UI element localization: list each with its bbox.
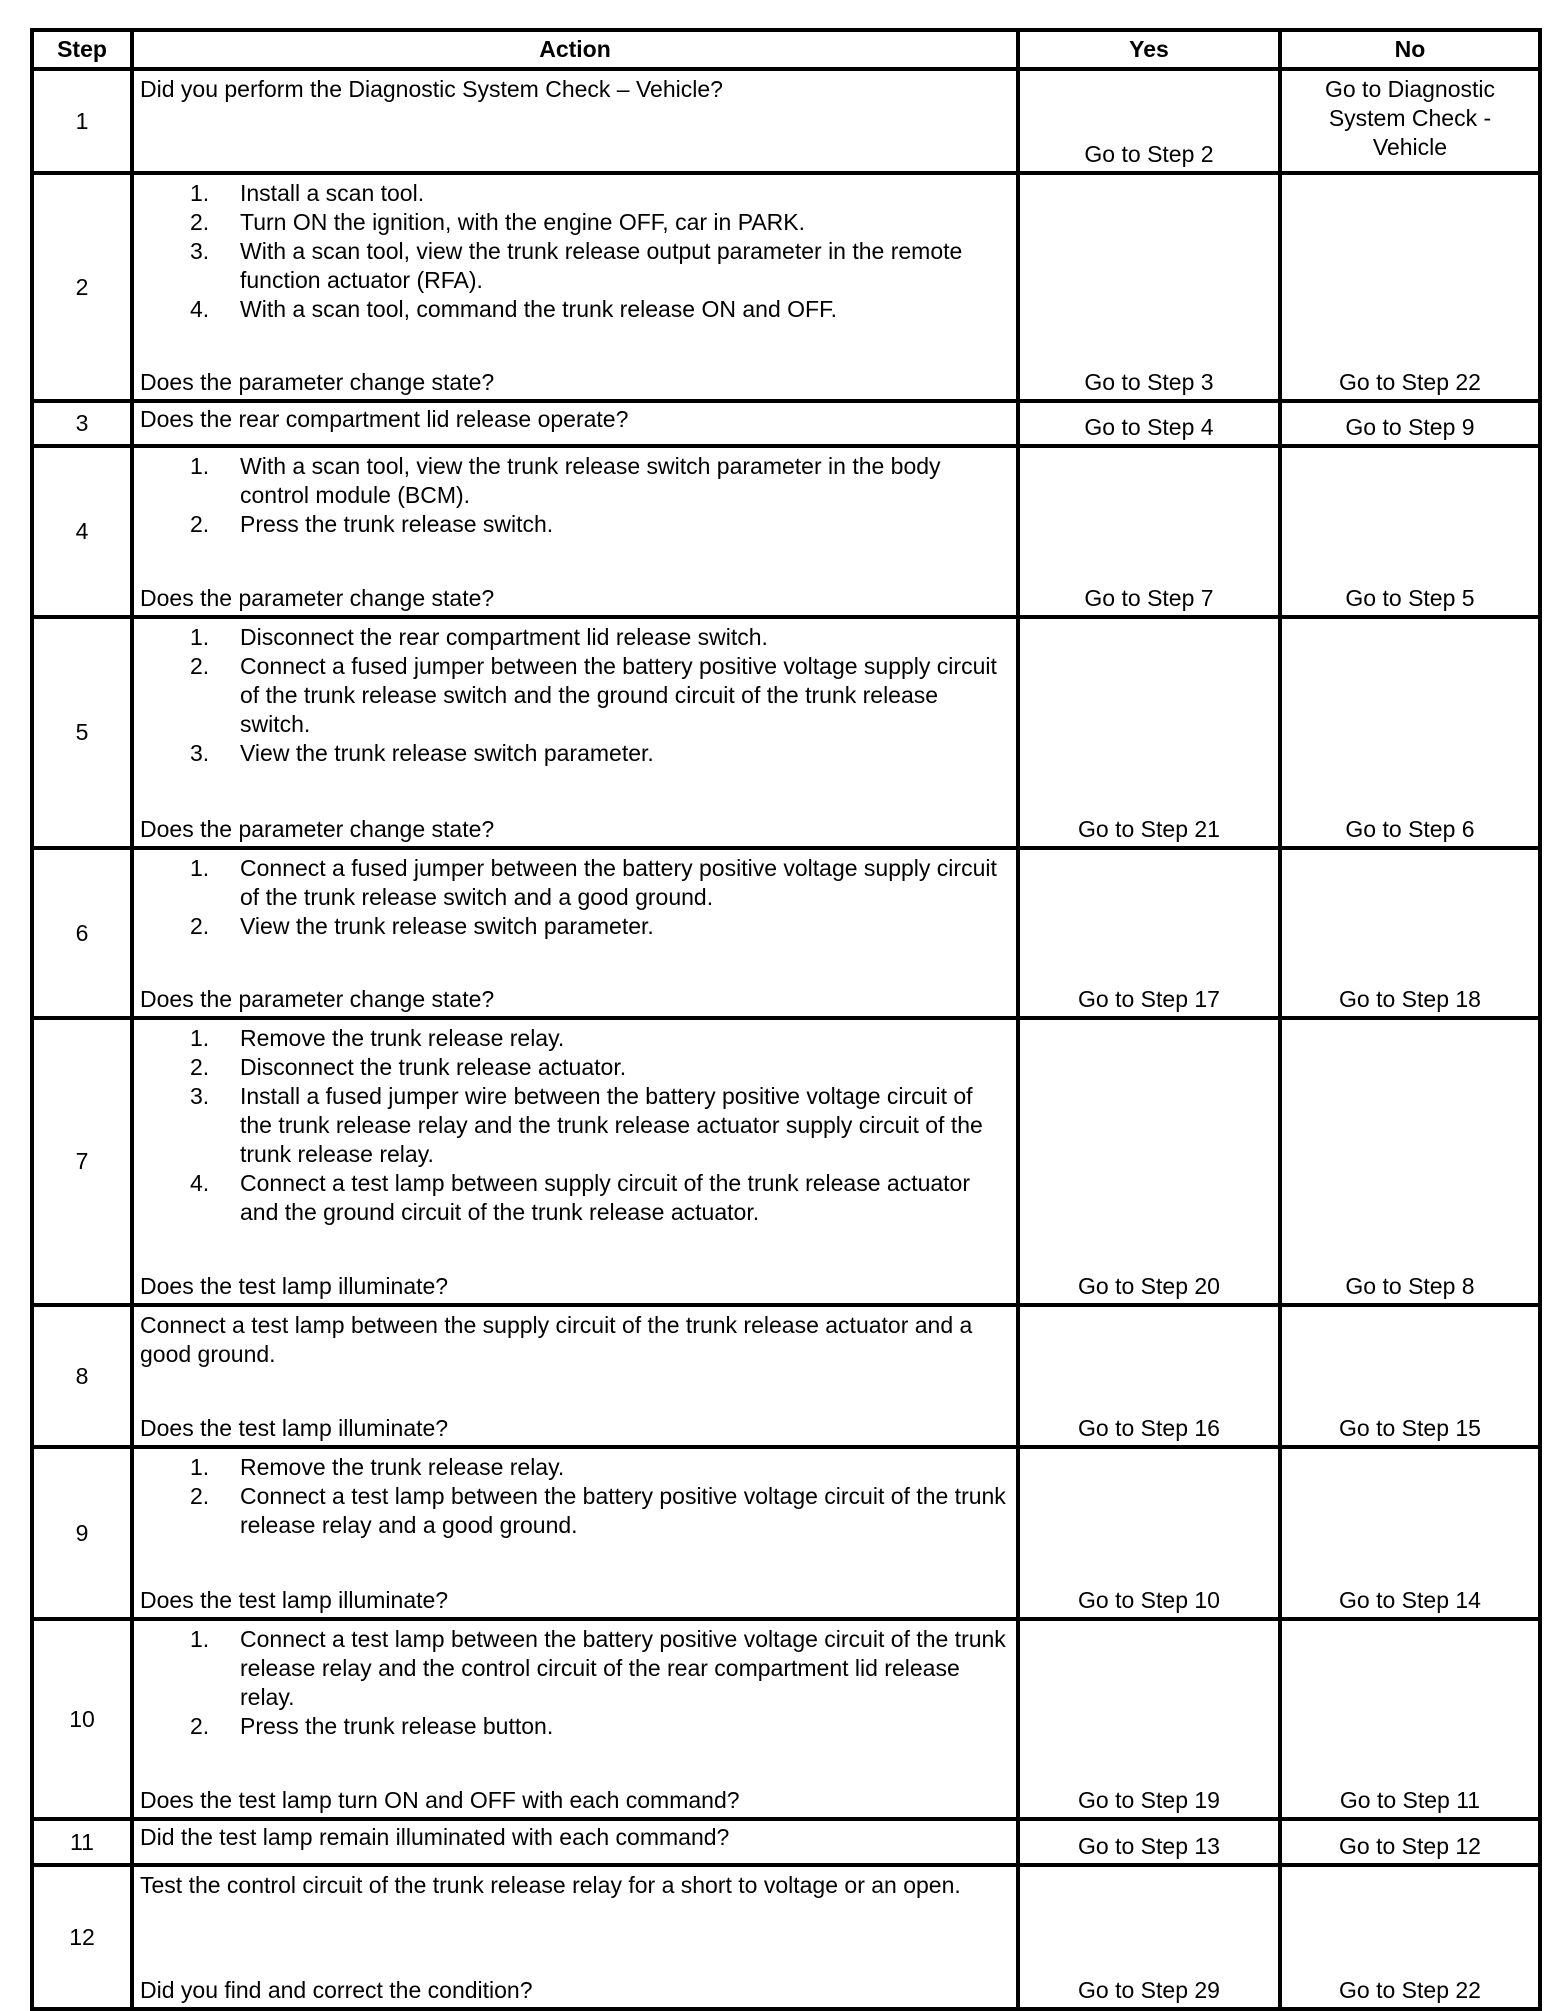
item-number: 1. [190,453,210,479]
item-number: 1. [190,1626,210,1652]
action-question: Does the test lamp illuminate? [140,1415,449,1441]
step-number: 12 [32,1865,132,2009]
yes-cell: Go to Step 16 [1018,1305,1280,1447]
item-number: 1. [190,855,210,881]
action-steps [140,1024,1010,1227]
action-question: Does the parameter change state? [140,986,495,1012]
item-text: With a scan tool, view the trunk release switch parameter in the body control module (BCM). [240,453,941,508]
action-cell [132,173,1018,401]
table-row [32,1619,1540,1819]
header-yes: Yes [1018,30,1280,69]
table-row [32,617,1540,848]
item-number: 2. [190,209,210,235]
item-number: 1. [190,624,210,650]
yes-cell: Go to Step 21 [1018,617,1280,848]
action-text: Connect a test lamp between the supply circuit of the trunk release actuator and a good ground. [140,1312,973,1367]
table-row [32,1305,1540,1447]
item-text: Connect a test lamp between the battery positive voltage circuit of the trunk release relay and a good ground. [240,1483,1006,1538]
table-row [32,848,1540,1018]
header-row [32,30,1540,69]
item-text: View the trunk release switch parameter. [240,913,654,939]
yes-cell: Go to Step 2 [1018,69,1280,173]
action-question: Does the parameter change state? [140,816,495,842]
action-cell [132,1865,1018,2009]
step-number: 10 [32,1619,132,1819]
header-no: No [1280,30,1540,69]
action-step-item [140,295,1010,324]
action-text: Did you perform the Diagnostic System Check – Vehicle? [140,76,723,102]
yes-cell: Go to Step 20 [1018,1018,1280,1305]
yes-cell: Go to Step 29 [1018,1865,1280,2009]
step-number: 5 [32,617,132,848]
action-step-item [140,854,1010,912]
action-cell [132,401,1018,446]
action-question: Does the parameter change state? [140,369,495,395]
item-number: 2. [190,653,210,679]
step-number: 8 [32,1305,132,1447]
action-steps [140,623,1010,768]
table-row [32,1447,1540,1619]
step-number: 9 [32,1447,132,1619]
action-text: Does the rear compartment lid release operate? [140,406,629,432]
step-number: 7 [32,1018,132,1305]
action-cell [132,1018,1018,1305]
no-cell: Go to Step 14 [1280,1447,1540,1619]
yes-cell: Go to Step 10 [1018,1447,1280,1619]
no-cell: Go to Step 9 [1280,401,1540,446]
action-cell [132,617,1018,848]
action-steps [140,179,1010,324]
item-text: View the trunk release switch parameter. [240,740,654,766]
action-question: Does the test lamp illuminate? [140,1273,449,1299]
no-cell: Go to Step 6 [1280,617,1540,848]
action-question: Does the parameter change state? [140,585,495,611]
no-cell: Go to Step 22 [1280,1865,1540,2009]
action-steps [140,1453,1010,1540]
item-text: Disconnect the trunk release actuator. [240,1054,627,1080]
yes-cell: Go to Step 13 [1018,1819,1280,1865]
action-question: Does the test lamp turn ON and OFF with each command? [140,1787,740,1813]
step-number: 2 [32,173,132,401]
no-cell: Go to Step 12 [1280,1819,1540,1865]
item-text: With a scan tool, command the trunk release ON and OFF. [240,296,837,322]
action-step-item [140,1053,1010,1082]
action-step-item [140,623,1010,652]
action-steps [140,854,1010,941]
item-text: Connect a test lamp between the battery positive voltage circuit of the trunk release relay and the control circuit of the rear compartment lid release relay. [240,1626,1006,1710]
table-row [32,446,1540,617]
no-cell: Go to Step 8 [1280,1018,1540,1305]
action-step-item [140,1169,1010,1227]
item-text: Install a scan tool. [240,180,425,206]
action-cell [132,1305,1018,1447]
item-text: With a scan tool, view the trunk release output parameter in the remote function actuator (RFA). [240,238,963,293]
diagnostic-table [30,28,1542,2011]
item-number: 3. [190,1083,210,1109]
no-cell: Go to Step 5 [1280,446,1540,617]
action-cell [132,848,1018,1018]
yes-cell: Go to Step 19 [1018,1619,1280,1819]
step-number: 3 [32,401,132,446]
yes-cell: Go to Step 7 [1018,446,1280,617]
item-text: Turn ON the ignition, with the engine OFF, car in PARK. [240,209,806,235]
action-cell [132,446,1018,617]
action-steps [140,452,1010,539]
action-step-item [140,1082,1010,1169]
item-number: 1. [190,1454,210,1480]
no-cell: Go to Step 18 [1280,848,1540,1018]
action-step-item [140,1482,1010,1540]
action-steps [140,1625,1010,1741]
action-cell [132,69,1018,173]
item-number: 3. [190,238,210,264]
item-text: Connect a fused jumper between the battery positive voltage supply circuit of the trunk release switch and a good ground. [240,855,997,910]
item-number: 1. [190,180,210,206]
yes-cell: Go to Step 17 [1018,848,1280,1018]
action-step-item [140,179,1010,208]
no-cell: Go to Step 15 [1280,1305,1540,1447]
step-number: 4 [32,446,132,617]
item-text: Connect a test lamp between supply circuit of the trunk release actuator and the ground circuit of the trunk release actuator. [240,1170,971,1225]
item-number: 2. [190,1054,210,1080]
action-text: Did the test lamp remain illuminated with each command? [140,1824,730,1850]
table-row [32,69,1540,173]
item-number: 2. [190,913,210,939]
step-number: 1 [32,69,132,173]
item-number: 2. [190,1713,210,1739]
item-number: 2. [190,511,210,537]
item-text: Remove the trunk release relay. [240,1454,565,1480]
item-text: Install a fused jumper wire between the battery positive voltage circuit of the trunk release relay and the trunk release actuator supply circuit of the trunk release relay. [240,1083,983,1167]
table-row [32,1865,1540,2009]
yes-cell: Go to Step 3 [1018,173,1280,401]
action-text: Test the control circuit of the trunk release relay for a short to voltage or an open. [140,1872,961,1898]
no-cell: Go to Diagnostic System Check - Vehicle [1280,69,1540,173]
item-number: 4. [190,296,210,322]
action-step-item [140,739,1010,768]
action-step-item [140,237,1010,295]
header-step: Step [32,30,132,69]
action-cell [132,1447,1018,1619]
action-cell [132,1819,1018,1865]
item-number: 3. [190,740,210,766]
table-row [32,173,1540,401]
action-question: Did you find and correct the condition? [140,1977,533,2003]
table-row [32,401,1540,446]
action-step-item [140,1625,1010,1712]
action-step-item [140,208,1010,237]
action-cell [132,1619,1018,1819]
item-text: Connect a fused jumper between the battery positive voltage supply circuit of the trunk release switch and the ground circuit of the trunk release switch. [240,653,997,737]
action-step-item [140,1712,1010,1741]
table-row [32,1819,1540,1865]
action-step-item [140,1024,1010,1053]
step-number: 11 [32,1819,132,1865]
step-number: 6 [32,848,132,1018]
item-text: Press the trunk release button. [240,1713,554,1739]
no-cell: Go to Step 11 [1280,1619,1540,1819]
action-step-item [140,652,1010,739]
item-number: 4. [190,1170,210,1196]
item-text: Disconnect the rear compartment lid release switch. [240,624,768,650]
yes-cell: Go to Step 4 [1018,401,1280,446]
item-number: 2. [190,1483,210,1509]
no-cell: Go to Step 22 [1280,173,1540,401]
action-step-item [140,452,1010,510]
action-step-item [140,912,1010,941]
header-action: Action [132,30,1018,69]
table-row [32,1018,1540,1305]
action-step-item [140,1453,1010,1482]
action-step-item [140,510,1010,539]
action-question: Does the test lamp illuminate? [140,1587,449,1613]
item-number: 1. [190,1025,210,1051]
item-text: Remove the trunk release relay. [240,1025,565,1051]
item-text: Press the trunk release switch. [240,511,554,537]
